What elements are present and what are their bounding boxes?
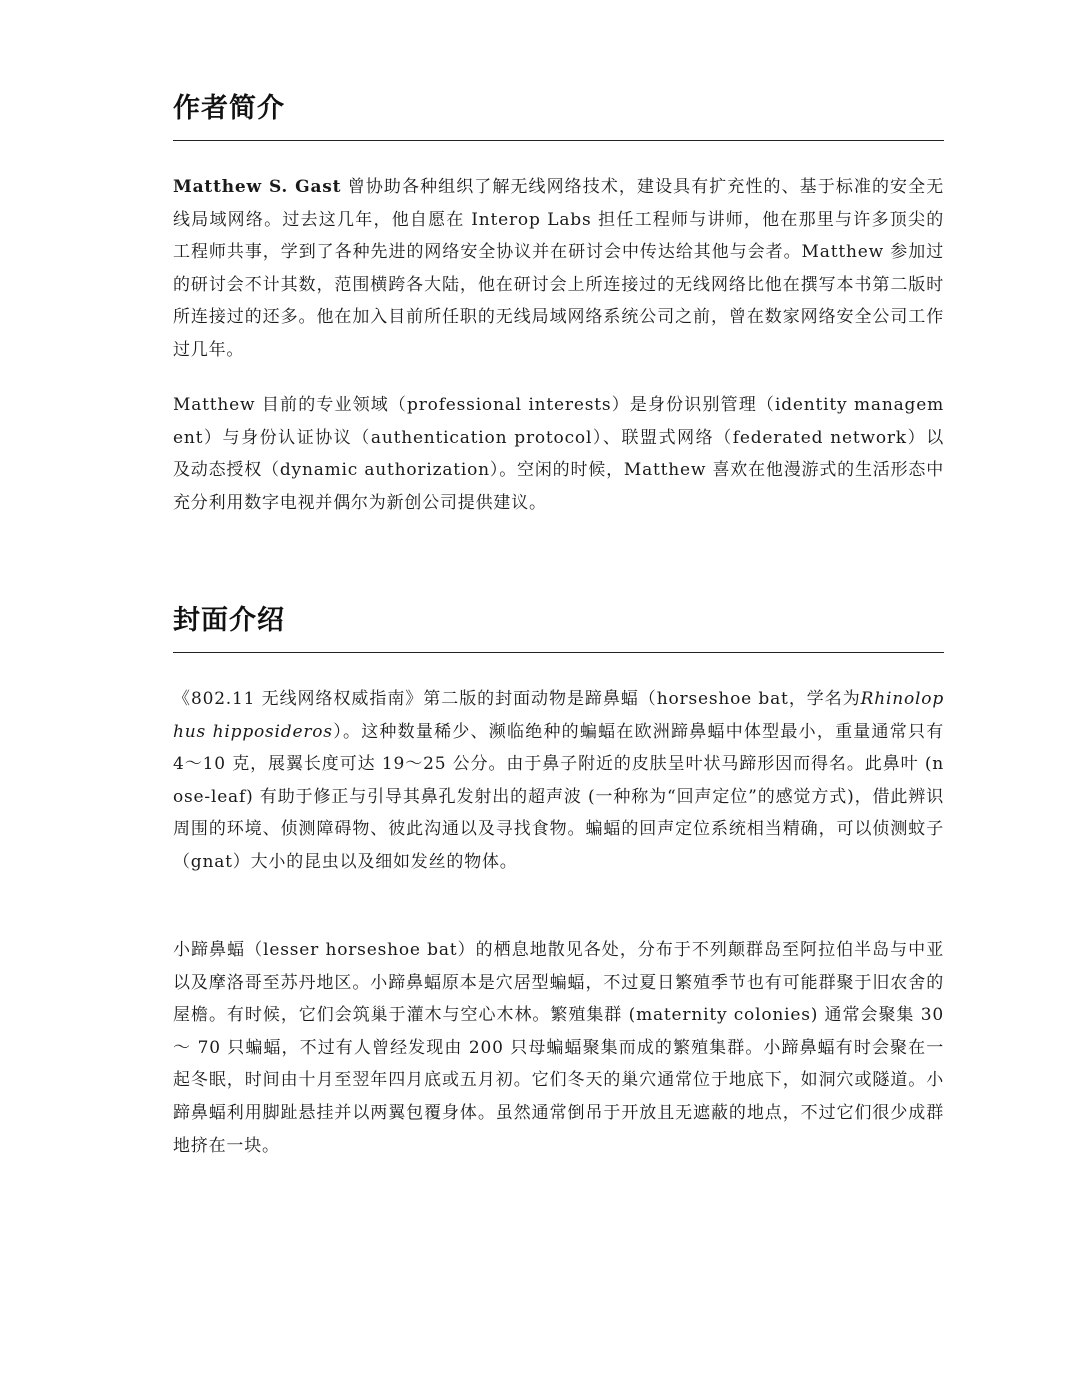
cover-section-divider [173,652,944,653]
cover-section-title: 封面介绍 [173,605,285,636]
author-name: Matthew S. Gast [173,177,342,197]
author-section-title: 作者简介 [173,93,285,124]
cover-paragraph-1-intro: 《802.11 无线网络权威指南》第二版的封面动物是蹄鼻蝠（horseshoe bat，学名为 [173,689,861,709]
cover-paragraph-1 [173,683,944,879]
author-section-divider [173,140,944,141]
latin-species-name: Rhinolophus hipposideros [173,689,944,742]
cover-paragraph-1-body: ）。这种数量稀少、濒临绝种的蝙蝠在欧洲蹄鼻蝠中体型最小，重量通常只有 4～10 克，展翼长度可达 19～25 公分。由于鼻子附近的皮肤呈叶状马蹄形因而得名。此鼻叶 (nose-leaf) 有助于修正与引导其鼻孔发射出的超声波 (一种称为“回声定位”的感觉方式)，借此辨识周围的环境、侦测障碍物、彼此沟通以及寻找食物。蝙蝠的回声定位系统相当精确，可以侦测蚊子（gnat）大小的昆虫以及细如发丝的物体。 [173,721,944,872]
author-bio-text: 曾协助各种组织了解无线网络技术，建设具有扩充性的、基于标准的安全无线局域网络。过去这几年，他自愿在 Interop Labs 担任工程师与讲师，他在那里与许多顶尖的工程师共事，学到了各种先进的网络安全协议并在研讨会中传达给其他与会者。Matthew 参加过的研讨会不计其数，范围横跨各大陆，他在研讨会上所连接过的无线网络比他在撰写本书第二版时所连接过的还多。他在加入目前所任职的无线局域网络系统公司之前，曾在数家网络安全公司工作过几年。 [173,177,945,360]
cover-paragraph-2: 小蹄鼻蝠（lesser horseshoe bat）的栖息地散见各处，分布于不列颠群岛至阿拉伯半岛与中亚以及摩洛哥至苏丹地区。小蹄鼻蝠原本是穴居型蝙蝠，不过夏日繁殖季节也有可能群聚于旧农舍的屋檐。有时候，它们会筑巢于灌木与空心木林。繁殖集群 (maternity colonies) 通常会聚集 30 ～ 70 只蝙蝠，不过有人曾经发现由 200 只母蝙蝠聚集而成的繁殖集群。小蹄鼻蝠有时会聚在一起冬眠，时间由十月至翌年四月底或五月初。它们冬天的巢穴通常位于地底下，如洞穴或隧道。小蹄鼻蝠利用脚趾悬挂并以两翼包覆身体。虽然通常倒吊于开放且无遮蔽的地点，不过它们很少成群地挤在一块。 [173,940,944,1156]
author-bio-paragraph-2: Matthew 目前的专业领域（professional interests）是身份识别管理（identity management）与身份认证协议（authentication protocol）、联盟式网络（federated network）以及动态授权（dynamic authorization）。空闲的时候，Matthew 喜欢在他漫游式的生活形态中充分利用数字电视并偶尔为新创公司提供建议。 [173,395,944,513]
author-bio-paragraph-1 [173,171,944,367]
